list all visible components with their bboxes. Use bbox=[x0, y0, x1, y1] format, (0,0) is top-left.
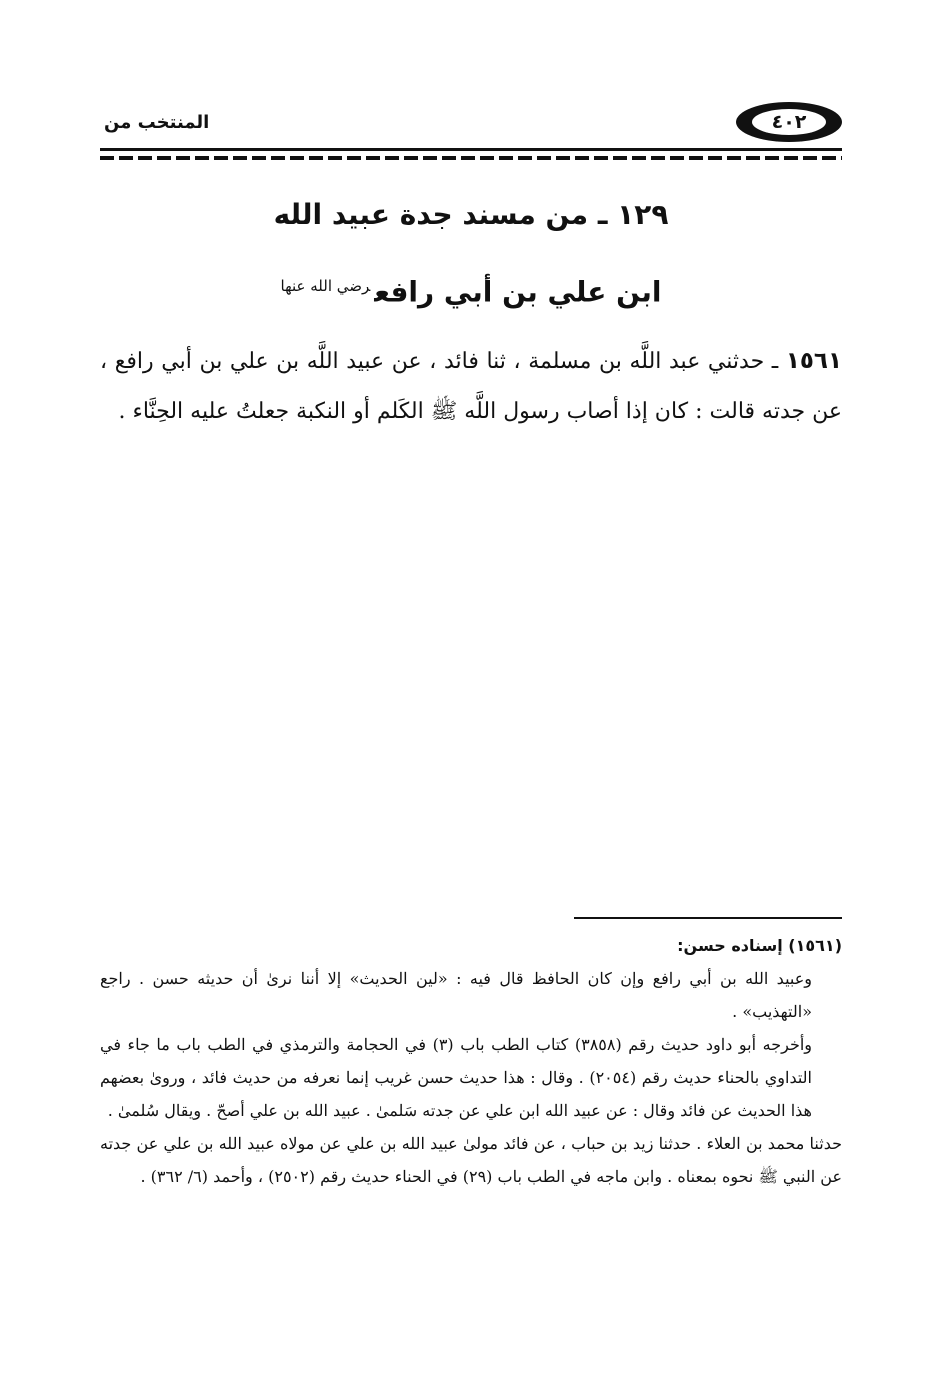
hadith-text: ـ حدثني عبد اللَّه بن مسلمة ، ثنا فائد ، عن عبيد اللَّه بن علي بن أبي رافع ، عن جدته قالت : كان إذا أصاب رسول اللَّه ﷺ الكَلم أو النكبة جعلتُ عليه الحِنَّاء . bbox=[100, 349, 842, 424]
hadith-number: ١٥٦١ bbox=[785, 348, 842, 374]
honorific-mark: رضي الله عنها bbox=[280, 277, 371, 295]
chapter-subtitle bbox=[100, 264, 842, 314]
page-number: ٤٠٢ bbox=[752, 109, 826, 135]
page-number-badge bbox=[736, 102, 842, 142]
chapter-subtitle-text: ابن علي بن أبي رافع bbox=[374, 275, 662, 309]
footnotes bbox=[100, 929, 842, 1193]
footnote-paragraph: وعبيد الله بن أبي رافع وإن كان الحافظ قال فيه : «لين الحديث» إلا أننا نرىٰ أن حديثه حسن . راجع «التهذيب» . bbox=[100, 969, 813, 1021]
footnote-divider bbox=[574, 917, 842, 919]
header-divider bbox=[100, 148, 842, 161]
hadith-paragraph bbox=[100, 336, 842, 437]
footnote-label: (١٥٦١) إسناده حسن: bbox=[677, 936, 842, 955]
page-header bbox=[100, 96, 842, 162]
chapter-title: ١٢٩ ـ من مسند جدة عبيد الله bbox=[273, 198, 669, 231]
footnote-paragraph: حدثنا محمد بن العلاء . حدثنا زيد بن حباب ، عن فائد مولىٰ عبيد الله بن علي عن مولاه عبيد الله بن علي عن جدته عن النبي ﷺ نحوه بمعناه . وابن ماجه في الطب باب (٢٩) في الحناء حديث رقم (٢٥٠٢) ، وأحمد (٦/ ٣٦٢) . bbox=[100, 1134, 842, 1186]
footnote-paragraph: وأخرجه أبو داود حديث رقم (٣٨٥٨) كتاب الطب باب (٣) في الحجامة والترمذي في الطب باب ما جاء في التداوي بالحناء حديث رقم (٢٠٥٤) . وقال : هذا حديث حسن غريب إنما نعرفه من حديث فائد ، وروىٰ بعضهم هذا الحديث عن فائد وقال : عن عبيد الله ابن علي عن جدته سَلمىٰ . عبيد الله بن علي أصحّ . ويقال سُلمىٰ . bbox=[100, 1035, 812, 1120]
running-title: المنتخب من bbox=[104, 112, 210, 133]
